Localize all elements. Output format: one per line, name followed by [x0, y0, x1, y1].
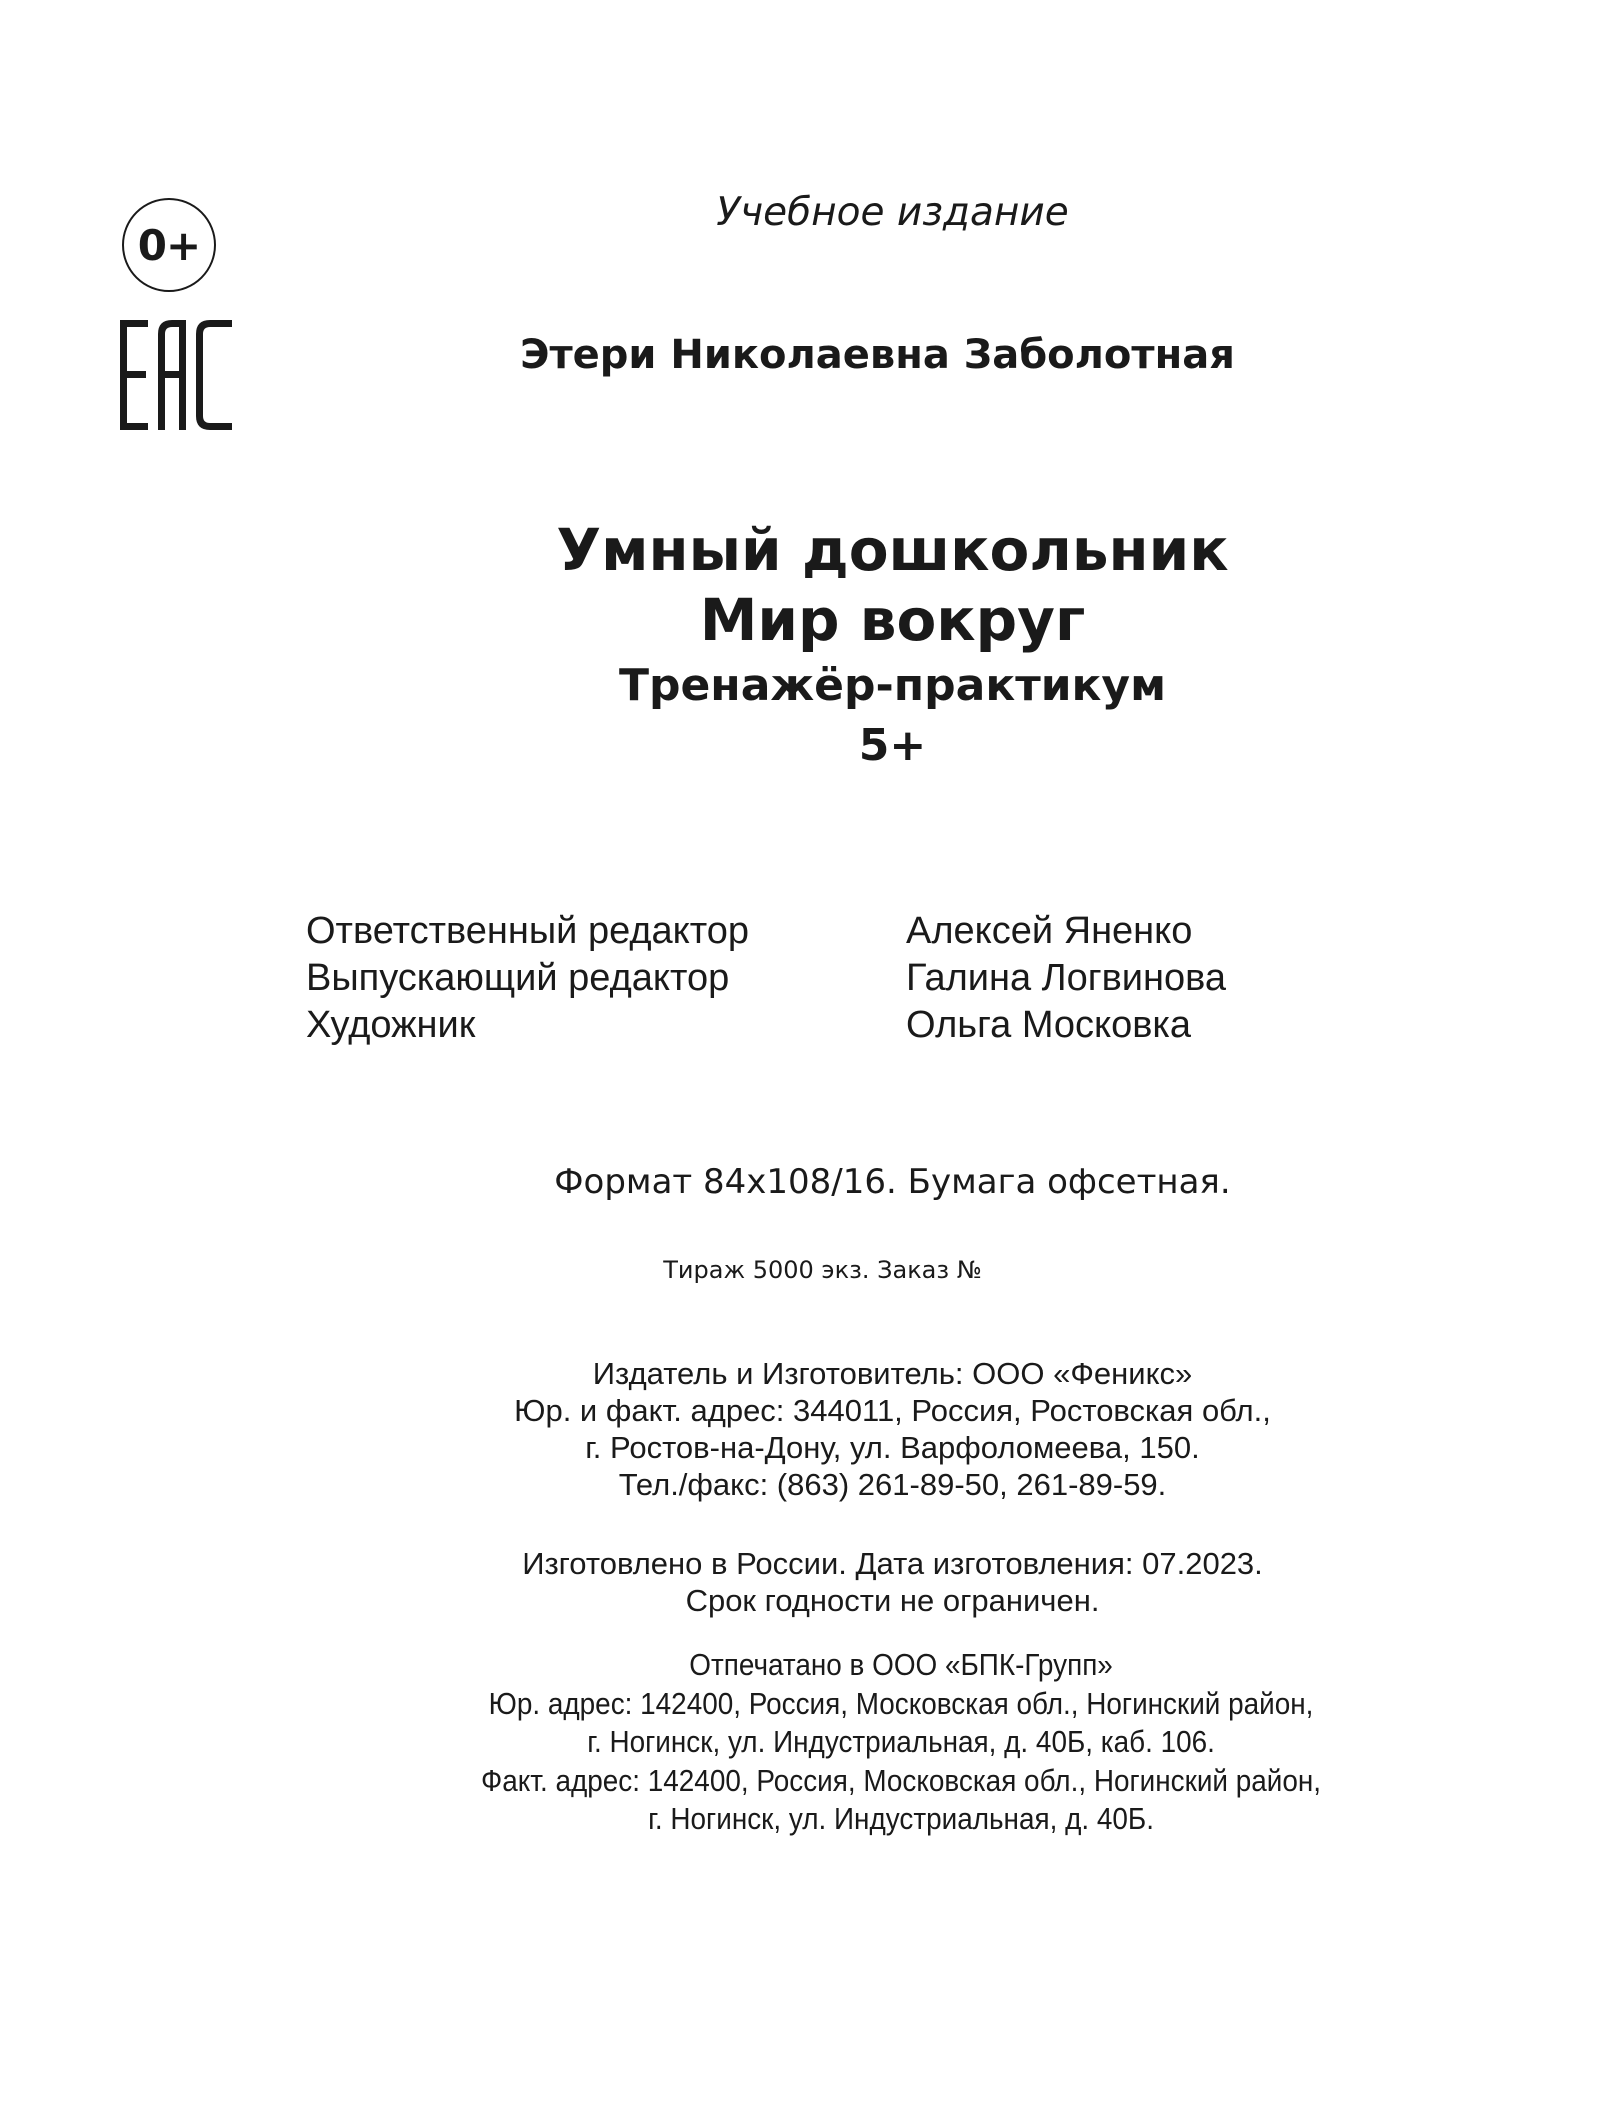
edition-type: Учебное издание: [716, 190, 1069, 235]
printer-line: Факт. адрес: 142400, Россия, Московская обл., Ногинский район,: [481, 1762, 1322, 1798]
credit-role: Ответственный редактор: [306, 910, 749, 952]
printer-line: г. Ногинск, ул. Индустриальная, д. 40Б.: [648, 1801, 1154, 1836]
book-age-label: 5+: [858, 720, 927, 771]
printer-line: Отпечатано в ООО «БПК-Групп»: [689, 1647, 1113, 1682]
credit-row: [306, 1002, 1326, 1049]
credit-row: [306, 908, 1326, 955]
credit-name: Галина Логвинова: [906, 957, 1227, 999]
printer-line: Юр. адрес: 142400, Россия, Московская обл., Ногинский район,: [488, 1685, 1314, 1721]
credit-row: [306, 955, 1326, 1002]
book-title-line-1: Умный дошкольник: [556, 516, 1229, 584]
printer-line: г. Ногинск, ул. Индустриальная, д. 40Б, каб. 106.: [587, 1724, 1215, 1759]
manufacture-line: Изготовлено в России. Дата изготовления: 07.2023.: [522, 1546, 1263, 1581]
publisher-line: Тел./факс: (863) 261-89-50, 261-89-59.: [618, 1467, 1167, 1502]
credit-name: Алексей Яненко: [906, 910, 1193, 952]
book-title-line-2: Мир вокруг: [699, 586, 1086, 654]
manufacture-info: [0, 1545, 1615, 1619]
print-run-line: Тираж 5000 экз. Заказ №: [663, 1256, 982, 1284]
credit-role: Художник: [306, 1004, 476, 1046]
age-rating-text: 0+: [137, 220, 201, 270]
publisher-info: [0, 1355, 1615, 1503]
publisher-line: Юр. и факт. адрес: 344011, Россия, Ростовская обл.,: [514, 1393, 1271, 1428]
author-name: Этери Николаевна Заболотная: [520, 332, 1235, 378]
credit-role: Выпускающий редактор: [306, 957, 730, 999]
printer-info: [98, 1646, 1552, 1839]
publisher-line: г. Ростов-на-Дону, ул. Варфоломеева, 150.: [585, 1430, 1200, 1465]
credits-list: [306, 908, 1326, 1049]
manufacture-line: Срок годности не ограничен.: [685, 1583, 1100, 1618]
credit-name: Ольга Московка: [906, 1004, 1191, 1046]
book-subtitle: Тренажёр-практикум: [618, 660, 1167, 711]
format-line: Формат 84x108/16. Бумага офсетная.: [554, 1162, 1231, 1202]
publisher-line: Издатель и Изготовитель: ООО «Феникс»: [592, 1356, 1193, 1391]
